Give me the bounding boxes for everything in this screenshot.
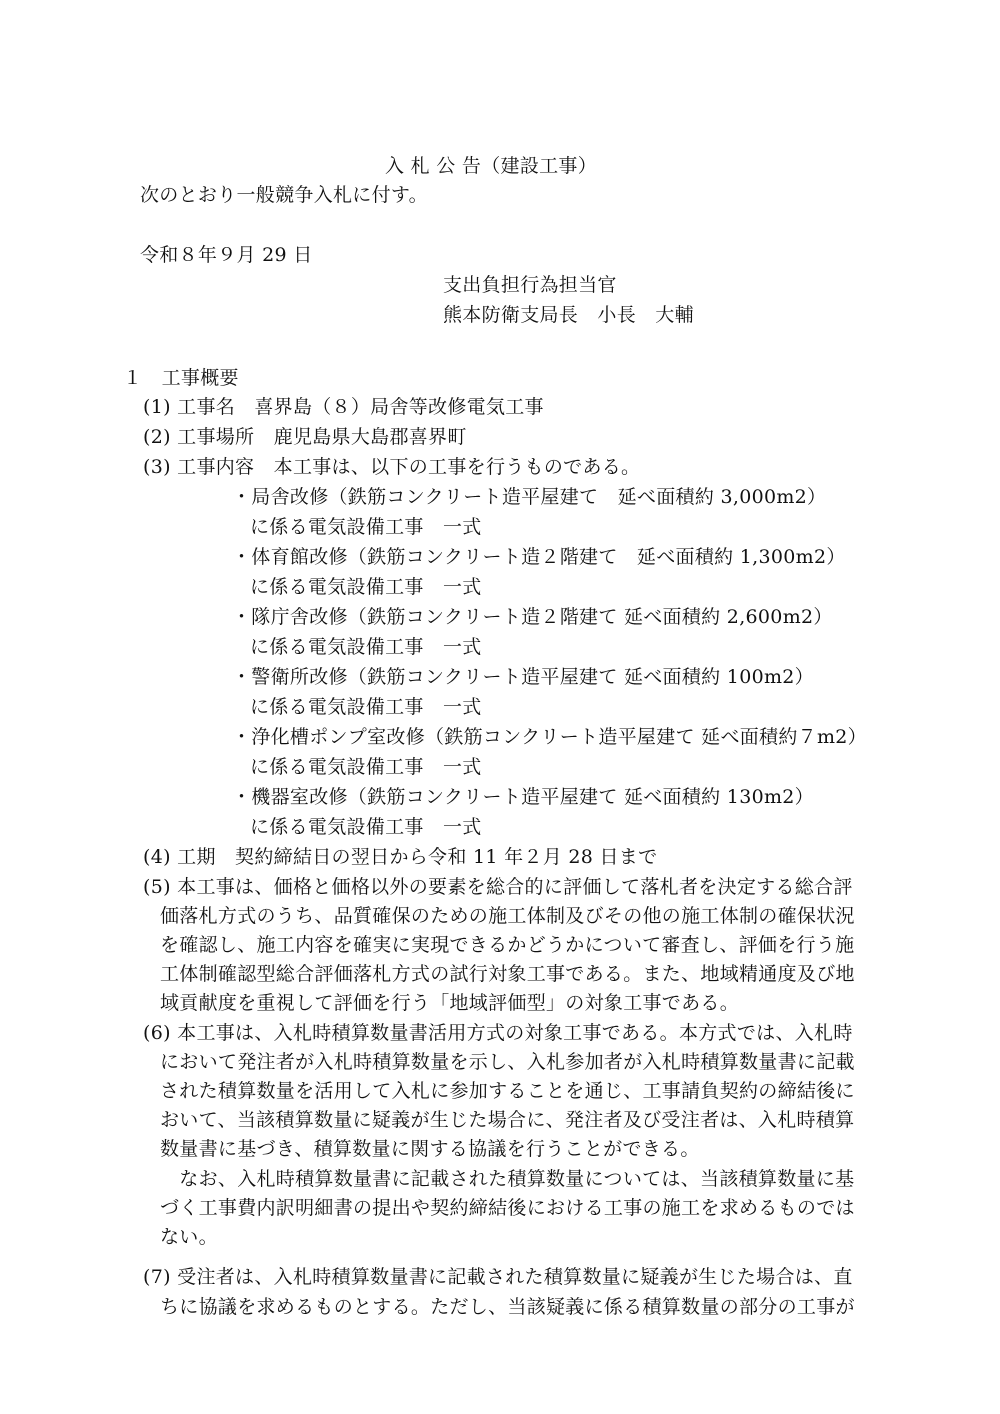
item-5-line: 工体制確認型総合評価落札方式の試行対象工事である。また、地域精通度及び地	[160, 963, 855, 985]
work-line: に係る電気設備工事 一式	[250, 576, 482, 598]
item-3: (3) 工事内容 本工事は、以下の工事を行うものである。	[143, 456, 641, 478]
item-6-line: おいて、当該積算数量に疑義が生じた場合に、発注者及び受注者は、入札時積算	[160, 1109, 855, 1131]
work-line: ・機器室改修（鉄筋コンクリート造平屋建て 延べ面積約 130m2）	[232, 786, 814, 808]
section-heading: １ 工事概要	[123, 367, 239, 389]
item-6-line: ない。	[160, 1226, 218, 1248]
issuer-role: 支出負担行為担当官	[443, 274, 617, 296]
item-6-line: において発注者が入札時積算数量を示し、入札参加者が入札時積算数量書に記載	[160, 1051, 855, 1073]
item-5-line: 域貢献度を重視して評価を行う「地域評価型」の対象工事である。	[160, 992, 740, 1014]
item-7-line: (7) 受注者は、入札時積算数量書に記載された積算数量に疑義が生じた場合は、直	[143, 1266, 853, 1288]
work-line: に係る電気設備工事 一式	[250, 756, 482, 778]
intro-text: 次のとおり一般競争入札に付す。	[140, 184, 428, 206]
item-6-line: (6) 本工事は、入札時積算数量書活用方式の対象工事である。本方式では、入札時	[143, 1022, 853, 1044]
work-line: ・隊庁舎改修（鉄筋コンクリート造２階建て 延べ面積約 2,600m2）	[232, 606, 833, 628]
work-line: に係る電気設備工事 一式	[250, 516, 482, 538]
item-7-line: ちに協議を求めるものとする。ただし、当該疑義に係る積算数量の部分の工事が	[160, 1296, 855, 1318]
work-line: ・局舎改修（鉄筋コンクリート造平屋建て 延べ面積約 3,000m2）	[232, 486, 827, 508]
item-6-line: された積算数量を活用して入札に参加することを通じ、工事請負契約の締結後に	[160, 1080, 855, 1102]
work-line: ・警衛所改修（鉄筋コンクリート造平屋建て 延べ面積約 100m2）	[232, 666, 814, 688]
item-1: (1) 工事名 喜界島（８）局舎等改修電気工事	[143, 396, 544, 418]
work-line: ・浄化槽ポンプ室改修（鉄筋コンクリート造平屋建て 延べ面積約７m2）	[232, 726, 867, 748]
notice-date: 令和８年９月 29 日	[140, 244, 313, 266]
item-6-line: づく工事費内訳明細書の提出や契約締結後における工事の施工を求めるものでは	[160, 1197, 855, 1219]
item-6-line: 数量書に基づき、積算数量に関する協議を行うことができる。	[160, 1138, 700, 1160]
item-5-line: (5) 本工事は、価格と価格以外の要素を総合的に評価して落札者を決定する総合評	[143, 876, 853, 898]
item-6-line: なお、入札時積算数量書に記載された積算数量については、当該積算数量に基	[160, 1168, 855, 1190]
issuer-name: 熊本防衛支局長 小長 大輔	[443, 304, 694, 326]
item-2: (2) 工事場所 鹿児島県大島郡喜界町	[143, 426, 467, 448]
item-5-line: 価落札方式のうち、品質確保のための施工体制及びその他の施工体制の確保状況	[160, 905, 855, 927]
work-line: に係る電気設備工事 一式	[250, 816, 482, 838]
item-4: (4) 工期 契約締結日の翌日から令和 11 年２月 28 日まで	[143, 846, 658, 868]
work-line: に係る電気設備工事 一式	[250, 636, 482, 658]
work-line: ・体育館改修（鉄筋コンクリート造２階建て 延べ面積約 1,300m2）	[232, 546, 846, 568]
item-5-line: を確認し、施工内容を確実に実現できるかどうかについて審査し、評価を行う施	[160, 934, 855, 956]
document-title: 入 札 公 告（建設工事）	[385, 155, 598, 177]
work-line: に係る電気設備工事 一式	[250, 696, 482, 718]
